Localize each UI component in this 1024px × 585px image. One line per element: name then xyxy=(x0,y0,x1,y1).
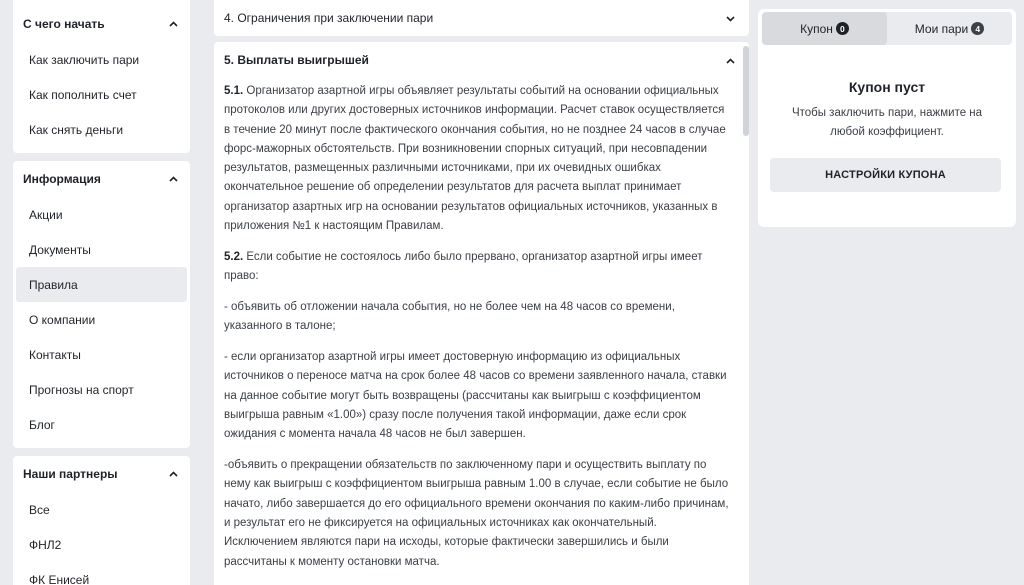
coupon-tabs xyxy=(762,12,1012,45)
count-badge: 0 xyxy=(836,22,849,35)
tab-label: Купон xyxy=(800,21,833,36)
sidebar-group-header[interactable] xyxy=(13,6,190,42)
accordion-title: 4. Ограничения при заключении пари xyxy=(224,11,434,25)
chevron-up-icon xyxy=(726,53,735,67)
rule-text: Организатор азартной игры объявляет результаты событий на основании официальных протоколов или других достоверных источников информации. Расчет ставок осуществляется в течение 20 минут после фактического окончания события, но не позднее 24 часов в случае форс-мажорных обстоятельств. При возникновении спорных ситуаций, при несовпадении результатов, размещенных различными источниками, при их очевидных ошибках окончательное решение об определении результатов для расчета выплат принимает организатор азартных игр на основании результатов официальных источников, указанных в приложения №1 к настоящим Правилам. xyxy=(224,85,726,233)
tab-coupon[interactable] xyxy=(762,12,887,45)
sidebar-group-start xyxy=(13,0,190,153)
sidebar-group-title: С чего начать xyxy=(23,17,105,31)
rule-text: Если событие не состоялось либо было прервано, организатор азартной игры имеет право: xyxy=(224,250,703,283)
sidebar-item-promotions[interactable]: Акции xyxy=(29,207,63,222)
accordion-title: 5. Выплаты выигрышей xyxy=(224,53,369,67)
chevron-down-icon xyxy=(726,11,735,25)
rule-paragraph xyxy=(224,82,733,236)
sidebar-group-title: Информация xyxy=(23,172,101,186)
sidebar-group-title: Наши партнеры xyxy=(23,467,118,481)
coupon-panel xyxy=(758,9,1016,227)
sidebar-item-how-to-bet[interactable]: Как заключить пари xyxy=(29,52,140,67)
count-badge: 4 xyxy=(971,22,984,35)
sidebar-item-fk-enisey[interactable]: ФК Енисей xyxy=(29,572,90,585)
rule-number: 5.1. xyxy=(224,85,244,97)
sidebar-item-blog[interactable]: Блог xyxy=(29,417,55,432)
sidebar-item-all-partners[interactable]: Все xyxy=(29,502,50,517)
sidebar-item-withdraw[interactable]: Как снять деньги xyxy=(29,122,124,137)
chevron-up-icon xyxy=(168,174,178,184)
rules-content xyxy=(214,0,749,585)
accordion-body xyxy=(214,78,749,572)
rule-number: 5.2. xyxy=(224,250,244,263)
coupon-empty-text: Чтобы заключить пари, нажмите на любой коэффициент. xyxy=(791,107,983,138)
chevron-up-icon xyxy=(168,469,178,479)
rule-paragraph: - если организатор азартной игры имеет достоверную информацию из официальных источников о переносе матча на срок более 48 часов со времени заявленного начала, ставки на данное событие могут быть возвращены (рассчитаны как выигрыш с коэффициентом выигрыша равным «1.00») сразу после получения такой информации, даже если срок ожидания с момента начала 48 часов не был завершен. xyxy=(224,351,727,441)
accordion-header[interactable] xyxy=(214,42,749,78)
sidebar-item-rules[interactable]: Правила xyxy=(16,267,187,302)
sidebar-item-contacts[interactable]: Контакты xyxy=(29,347,81,362)
sidebar-item-predictions[interactable]: Прогнозы на спорт xyxy=(29,382,134,397)
rule-paragraph: -объявить о прекращении обязательств по заключенному пари и осуществить выплату по нему как выигрыш с коэффициентом выигрыша равным 1.00 в случае, если событие не было начато, либо завершается до его официального времени окончания по каким-либо причинам, и результат его не фиксируется на официальных источниках как окончательный. Исключением являются пари на исходы, которые фактически завершились и были рассчитаны к моменту остановки матча. xyxy=(224,459,729,568)
sidebar-item-deposit[interactable]: Как пополнить счет xyxy=(29,87,137,102)
chevron-up-icon xyxy=(168,19,178,29)
sidebar-group-header[interactable] xyxy=(13,161,190,197)
rule-paragraph xyxy=(224,248,733,287)
sidebar-item-fnl2[interactable]: ФНЛ2 xyxy=(29,537,62,552)
coupon-empty-title: Купон пуст xyxy=(848,79,926,95)
sidebar-item-documents[interactable]: Документы xyxy=(29,242,91,257)
tab-my-bets[interactable] xyxy=(887,12,1012,45)
sidebar-group-partners xyxy=(13,456,190,585)
sidebar xyxy=(13,0,190,585)
rule-paragraph: - объявить об отложении начала события, но не более чем на 48 часов со времени, указанного в талоне; xyxy=(224,300,675,333)
sidebar-item-about[interactable]: О компании xyxy=(29,312,96,327)
accordion-section-5 xyxy=(214,42,749,585)
tab-label: Мои пари xyxy=(914,21,969,36)
scrollbar-thumb[interactable] xyxy=(743,46,749,136)
accordion-section-4[interactable] xyxy=(214,0,749,36)
sidebar-group-info xyxy=(13,161,190,448)
sidebar-group-header[interactable] xyxy=(13,456,190,492)
coupon-settings-button[interactable]: НАСТРОЙКИ КУПОНА xyxy=(770,158,1001,192)
